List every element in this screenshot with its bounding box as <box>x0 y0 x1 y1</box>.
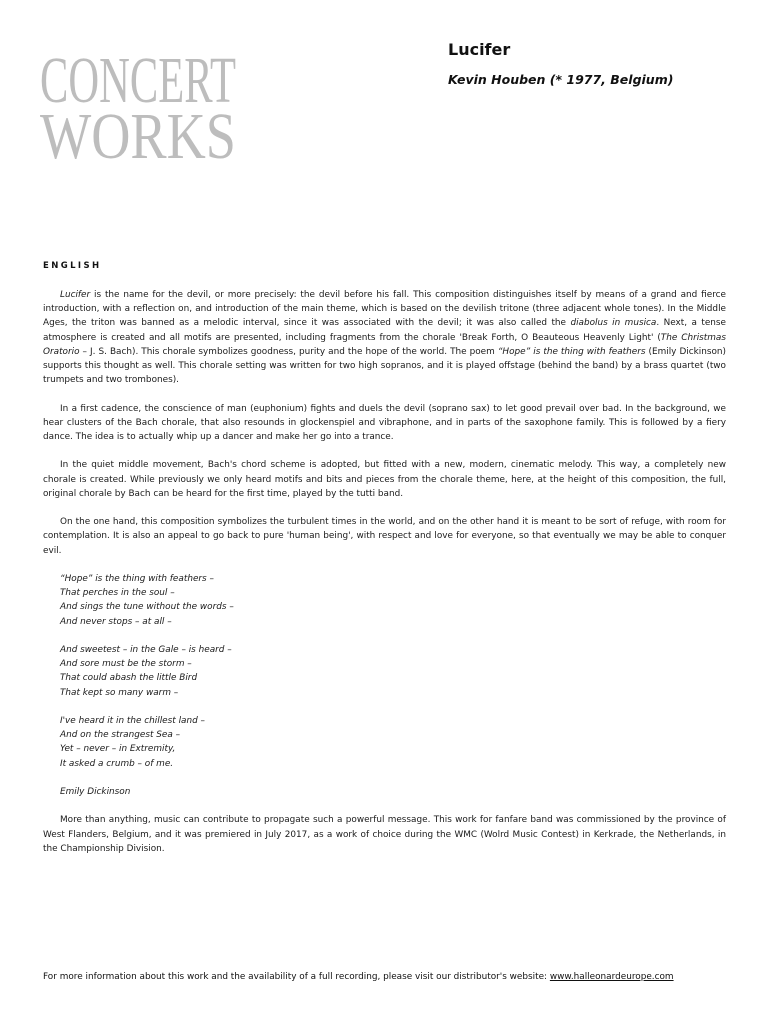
poem-line: And sore must be the storm – <box>60 659 192 670</box>
diabolus-emphasis: diabolus in musica <box>570 318 657 329</box>
poem-line: That kept so many warm – <box>60 687 179 698</box>
poem-line: It asked a crumb – of me. <box>60 758 174 769</box>
text-segment: . Next, a tense atmosphere is created and all motifs are presented, including fragments from the chorale 'Break Forth, O Beauteous Heavenly Light' ( <box>43 318 727 343</box>
language-label: ENGLISH <box>43 261 102 271</box>
paragraph-intro <box>43 288 726 387</box>
poem-line: “Hope” is the thing with feathers – <box>60 574 214 584</box>
poem-stanza-1 <box>60 572 726 629</box>
logo-line-concert: CONCERT <box>40 44 236 117</box>
poem-line: And sings the tune without the words – <box>60 602 234 613</box>
poem-line: And sweetest – in the Gale – is heard – <box>60 645 232 655</box>
logo-wordmark <box>40 40 240 173</box>
poem-line: I've heard it in the chillest land – <box>60 716 205 726</box>
concert-works-logo <box>40 40 240 173</box>
distributor-link[interactable]: www.halleonardeurope.com <box>549 972 674 982</box>
paragraph-cadence: In a first cadence, the conscience of man (euphonium) fights and duels the devil (soprano sax) to let good prevail over bad. In the background, we hear clusters of the Bach chorale, that also resounds in glockenspiel and vibraphone, and in parts of the saxophone family. This is followed by a fiery dance. The idea is to actually whip up a dancer and make her go into a trance. <box>43 403 726 443</box>
footer-text: For more information about this work and the availability of a full recording, please visit our distributor's website: <box>43 972 550 982</box>
paragraph-middle-movement: In the quiet middle movement, Bach's chord scheme is adopted, but fitted with a new, modern, cinematic melody. This way, a completely new chorale is created. While previously we only heard motifs and bits and pieces from the chorale theme, here, at the height of this composition, the full, original chorale by Bach can be heard for the first time, played by the tutti band. <box>43 460 726 499</box>
logo-line-works: WORKS <box>40 100 236 173</box>
footer-note <box>43 972 674 982</box>
poem-author: Emily Dickinson <box>60 787 131 797</box>
oratorio-emphasis: The Christmas Oratorio <box>43 332 726 357</box>
text-segment: is the name for the devil, or more precisely: the devil before his fall. This composition distinguishes itself by means of a grand and fierce introduction, with a reflection on, and introduction of the main theme, which is based on the devilish tritone (three adjacent whole tones). In the Middle Ages, the triton was banned as a melodic interval, since it was associated with the devil; it was also called the <box>43 290 726 329</box>
title-emphasis: Lucifer <box>60 290 91 300</box>
poem-line: That perches in the soul – <box>60 588 175 599</box>
poem-line: And on the strangest Sea – <box>60 730 181 741</box>
program-notes <box>43 288 726 870</box>
poem-line: And never stops – at all – <box>60 616 172 627</box>
work-title: Lucifer <box>448 40 511 59</box>
text-segment: (Emily Dickinson) supports this thought as well. This chorale setting was written for two high sopranos, and it is played offstage (behind the band) by a brass quartet (two trumpets and two trombones). <box>43 346 726 386</box>
poem-stanza-2 <box>60 643 726 700</box>
poem-stanza-3 <box>60 714 726 771</box>
poem-title-emphasis: “Hope” is the thing with feathers <box>497 346 646 357</box>
paragraph-premiere: More than anything, music can contribute to propagate such a powerful message. This work for fanfare band was commissioned by the province of West Flanders, Belgium, and it was premiered in July 2017, as a work of choice during the WMC (Wolrd Music Contest) in Kerkrade, the Netherlands, in the Championship Division. <box>43 815 726 854</box>
text-segment: – J. S. Bach). This chorale symbolizes goodness, purity and the hope of the world. The poem <box>79 346 498 357</box>
poem-line: Yet – never – in Extremity, <box>60 744 176 755</box>
composer-name: Kevin Houben (* 1977, Belgium) <box>448 72 674 87</box>
paragraph-symbolism: On the one hand, this composition symbolizes the turbulent times in the world, and on the other hand it is meant to be sort of refuge, with room for contemplation. It is also an appeal to go back to pure 'human being', with respect and love for everyone, so that eventually we may be able to conquer evil. <box>43 517 726 556</box>
poem-line: That could abash the little Bird <box>60 673 198 684</box>
